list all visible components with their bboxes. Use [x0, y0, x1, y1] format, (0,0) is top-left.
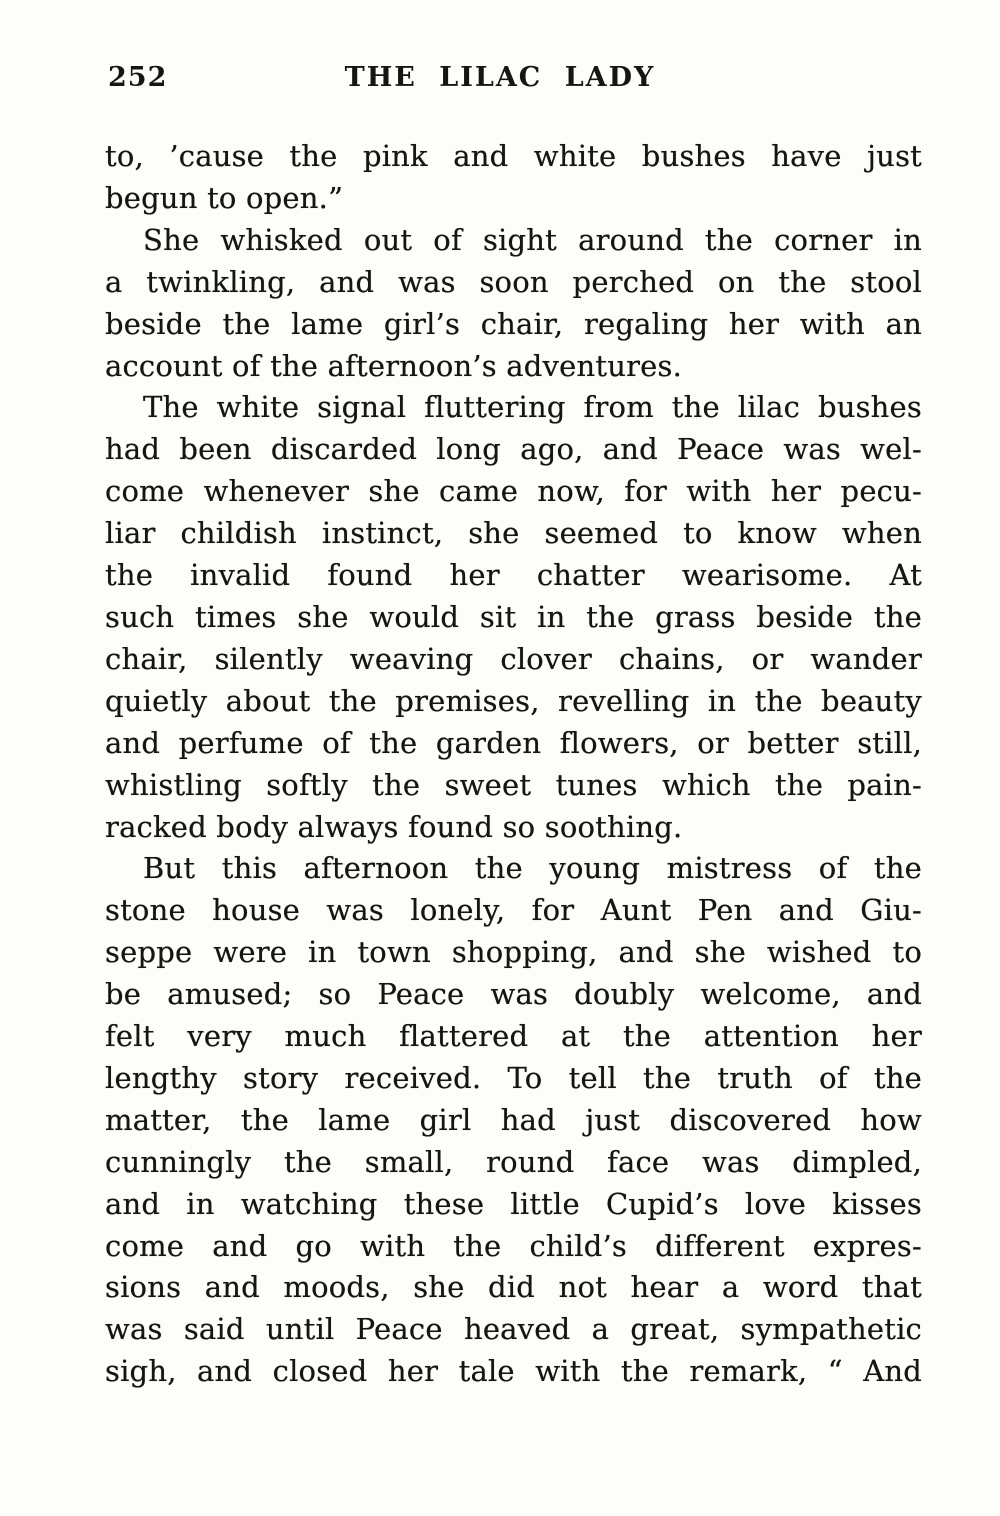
- running-header: [0, 62, 1000, 102]
- text-line: to, ’cause the pink and white bushes have just: [105, 139, 922, 173]
- text-line: cunningly the small, round face was dimpled,: [105, 1144, 922, 1179]
- text-line: matter, the lame girl had just discovered how: [105, 1102, 922, 1137]
- text-line: She whisked out of sight around the corner in: [143, 222, 922, 257]
- text-line: had been discarded long ago, and Peace was wel-: [105, 432, 922, 467]
- text-line: begun to open.”: [105, 180, 344, 215]
- text-line: stone house was lonely, for Aunt Pen and Giu-: [105, 893, 922, 928]
- text-line: racked body always found so soothing.: [105, 809, 683, 844]
- text-line: come and go with the child’s different expres-: [105, 1228, 922, 1263]
- text-line: beside the lame girl’s chair, regaling her with an: [105, 306, 922, 341]
- text-line: felt very much flattered at the attention her: [105, 1019, 922, 1054]
- paragraph: [105, 220, 922, 388]
- paragraph: [105, 387, 922, 848]
- text-line: chair, silently weaving clover chains, or wander: [105, 641, 922, 676]
- text-line: lengthy story received. To tell the truth of the: [105, 1060, 922, 1095]
- text-line: account of the afternoon’s adventures.: [105, 348, 683, 383]
- text-line: come whenever she came now, for with her pecu-: [105, 474, 922, 509]
- text-line: and perfume of the garden flowers, or better still,: [105, 725, 922, 760]
- text-line: But this afternoon the young mistress of the: [143, 851, 922, 886]
- page-number: 252: [108, 62, 168, 93]
- text-line: whistling softly the sweet tunes which the pain-: [105, 767, 922, 802]
- text-line: sigh, and closed her tale with the remark, “ And: [105, 1354, 922, 1389]
- paragraph: [105, 848, 922, 1393]
- text-line: and in watching these little Cupid’s love kisses: [105, 1186, 922, 1221]
- text-line: quietly about the premises, revelling in the beauty: [105, 683, 922, 718]
- text-line: a twinkling, and was soon perched on the stool: [105, 264, 922, 299]
- paragraph: [105, 136, 922, 220]
- text-line: The white signal fluttering from the lilac bushes: [143, 390, 922, 425]
- text-line: seppe were in town shopping, and she wished to: [105, 935, 922, 970]
- text-line: such times she would sit in the grass beside the: [105, 599, 922, 634]
- text-line: be amused; so Peace was doubly welcome, and: [105, 977, 922, 1012]
- text-line: sions and moods, she did not hear a word that: [105, 1270, 922, 1305]
- text-line: the invalid found her chatter wearisome. At: [105, 558, 922, 593]
- text-line: liar childish instinct, she seemed to know when: [105, 516, 922, 551]
- text-line: was said until Peace heaved a great, sympathetic: [105, 1312, 922, 1347]
- text-block: [105, 136, 922, 1393]
- running-title: THE LILAC LADY: [344, 62, 656, 93]
